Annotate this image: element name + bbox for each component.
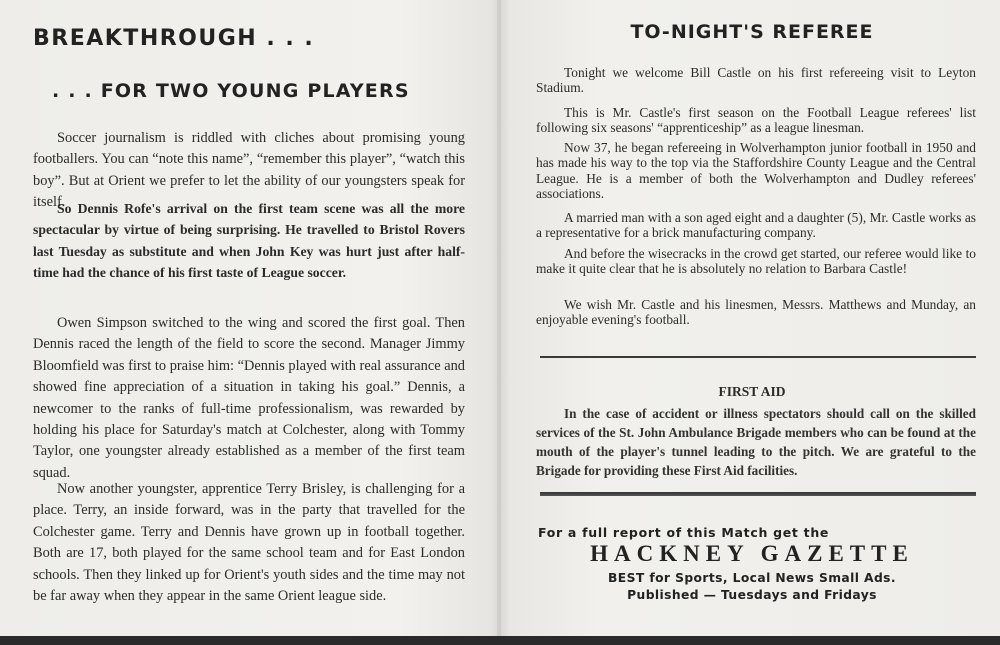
first-aid-body: In the case of accident or illness spectators should call on the skilled services of the St. John Ambulance Brigade members who can be found at the mouth of the player's tunnel leading to the pitch. We are grateful to the Brigade for providing these First Aid facilities. [536,406,976,478]
referee-paragraph-4: A married man with a son aged eight and a daughter (5), Mr. Castle works as a representative for a brick manufacturing company. [536,210,976,241]
article-subheading: . . . FOR TWO YOUNG PLAYERS [52,80,410,102]
newspaper-name: HACKNEY GAZETTE [590,541,914,566]
referee-paragraph-6: We wish Mr. Castle and his linesmen, Messrs. Matthews and Munday, an enjoyable evening's football. [536,297,976,328]
first-aid-title: FIRST AID [718,384,786,399]
left-page [0,0,496,636]
section-divider [540,356,976,358]
referee-paragraph-5: And before the wisecracks in the crowd get started, our referee would like to make it quite clear that he is absolutely no relation to Barbara Castle! [536,246,976,277]
page-heading: BREAKTHROUGH . . . [33,26,315,51]
article-paragraph-2: So Dennis Rofe's arrival on the first team scene was all the more spectacular by virtue of being surprising. He travelled to Bristol Rovers last Tuesday as substitute and when John Key was hurt just after half-time had the chance of his first taste of League soccer. [33,201,465,281]
referee-heading: TO-NIGHT'S REFEREE [630,21,874,43]
advert-divider [540,492,976,496]
page-spine [497,0,501,636]
article-paragraph-3: Owen Simpson switched to the wing and scored the first goal. Then Dennis raced the length of the field to score the second. Manager Jimmy Bloomfield was first to praise him: “Dennis played with real assurance and showed fine appreciation of a situation in taking his goal.” Dennis, a newcomer to the ranks of full-time professionalism, was rewarded by holding his place for Saturday's match at Colchester, along with Tommy Taylor, one youngster already established as a member of the first team squad. [33,315,466,481]
referee-paragraph-2: This is Mr. Castle's first season on the Football League referees' list following six seasons' “apprenticeship” as a league linesman. [536,105,976,136]
article-paragraph-4: Now another youngster, apprentice Terry Brisley, is challenging for a place. Terry, an inside forward, was in the party that travelled for the Colchester game. Terry and Dennis have grown up in football together. Both are 17, both played for the same school team and for East London schools. Then they linked up for Orient's youth sides and the time may not be far away when they appear in the same Orient league side. [33,481,465,605]
referee-paragraph-1: Tonight we welcome Bill Castle on his first refereeing visit to Leyton Stadium. [536,65,976,96]
advert-publication-days: Published — Tuesdays and Fridays [627,588,877,602]
article-paragraph-1: Soccer journalism is riddled with cliches about promising young footballers. You can “note this name”, “remember this player”, “watch this boy”. But at Orient we prefer to let the ability of our youngsters speak for itself. [33,130,465,211]
referee-paragraph-3: Now 37, he began refereeing in Wolverhampton junior football in 1950 and has made his way to the top via the Staffordshire County League and the Central League. He is a member of both the Wolverhampton and Dudley referees' associations. [536,140,976,202]
advert-intro: For a full report of this Match get the [538,525,830,540]
right-page [504,0,1000,636]
advert-tagline: BEST for Sports, Local News Small Ads. [608,571,896,585]
bottom-edge [0,636,1000,645]
